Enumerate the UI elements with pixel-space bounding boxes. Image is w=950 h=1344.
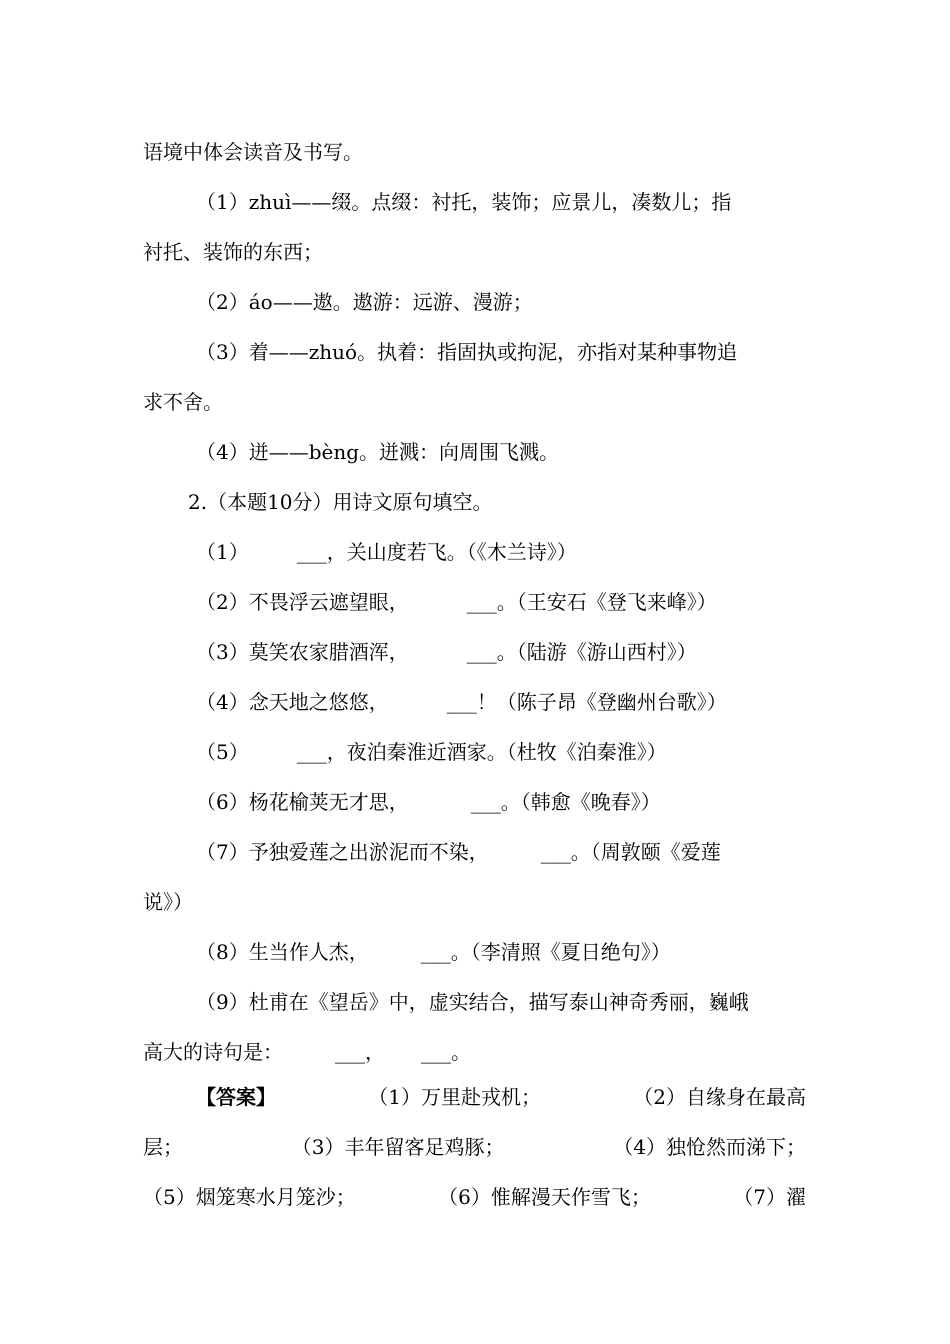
answer-blank: ___ bbox=[296, 540, 327, 564]
q2-item-9: （9）杜甫在《望岳》中，虚实结合，描写泰山神奇秀丽，巍峨 bbox=[196, 990, 749, 1014]
q2-item-7-prefix: （7）予独爱莲之出淤泥而不染， bbox=[196, 840, 489, 864]
answer-4: （4）独怆然而涕下； bbox=[613, 1135, 806, 1159]
answer-blank: ___ bbox=[335, 1040, 365, 1064]
answer-blank: ___ bbox=[540, 840, 571, 864]
q2-item-2-prefix: （2）不畏浮云遮望眼， bbox=[196, 590, 409, 614]
q2-item-5 bbox=[196, 737, 667, 767]
answer-line-3 bbox=[143, 1182, 806, 1212]
q2-item-4 bbox=[196, 687, 727, 717]
q2-item-7-cont: 说》） bbox=[143, 890, 193, 914]
answer-3: （3）丰年留客足鸡豚； bbox=[291, 1135, 505, 1159]
q2-item-8-prefix: （8）生当作人杰， bbox=[196, 940, 369, 964]
q2-item-2-suffix: 。（王安石《登飞来峰》） bbox=[496, 590, 717, 614]
answer-blank: ___ bbox=[420, 940, 451, 964]
q2-item-1-suffix: ，关山度若飞。（《木兰诗》） bbox=[326, 540, 577, 564]
q2-item-1-prefix: （1） bbox=[196, 540, 249, 564]
answer-6: （6）惟解漫天作雪飞； bbox=[438, 1185, 651, 1209]
q2-item-5-prefix: （5） bbox=[196, 740, 249, 764]
answer-blank: ___ bbox=[446, 690, 477, 714]
answer-line-1 bbox=[196, 1082, 806, 1112]
answer-blank: ___ bbox=[421, 1040, 451, 1064]
answer-5: （5）烟笼寒水月笼沙； bbox=[143, 1185, 356, 1209]
q1-item-4: （4）迸——bèng。迸溅：向周围飞溅。 bbox=[196, 440, 560, 464]
answer-7: （7）濯 bbox=[733, 1185, 806, 1209]
q1-item-1: （1）zhuì——缀。点缀：衬托，装饰；应景儿，凑数儿；指 bbox=[196, 190, 732, 214]
q1-item-1-cont: 衬托、装饰的东西； bbox=[143, 240, 323, 264]
q2-item-5-suffix: ，夜泊秦淮近酒家。（杜牧《泊秦淮》） bbox=[326, 740, 667, 764]
q2-item-8-suffix: 。（李清照《夏日绝句》） bbox=[450, 940, 671, 964]
q2-item-9-cont-text: 高大的诗句是： bbox=[143, 1040, 283, 1064]
q2-title: 2.（本题10分）用诗文原句填空。 bbox=[188, 490, 493, 514]
q2-item-9-cont bbox=[143, 1037, 471, 1067]
q2-item-4-prefix: （4）念天地之悠悠， bbox=[196, 690, 389, 714]
q2-item-9-comma: ， bbox=[365, 1040, 385, 1064]
q2-item-8 bbox=[196, 937, 671, 967]
q1-tail-text: 语境中体会读音及书写。 bbox=[143, 140, 363, 164]
answer-line-2 bbox=[143, 1132, 806, 1162]
answer-2: （2）自缘身在最高 bbox=[633, 1085, 806, 1109]
q2-item-2 bbox=[196, 587, 717, 617]
answer-blank: ___ bbox=[466, 590, 497, 614]
q2-item-9-end: 。 bbox=[451, 1040, 471, 1064]
answer-2-cont: 层； bbox=[143, 1135, 183, 1159]
q2-item-3 bbox=[196, 637, 697, 667]
answer-1: （1）万里赴戎机； bbox=[368, 1085, 541, 1109]
q2-item-7-suffix: 。（周敦颐《爱莲 bbox=[570, 840, 721, 864]
answer-blank: ___ bbox=[470, 790, 501, 814]
q2-item-1 bbox=[196, 537, 577, 567]
q2-item-6 bbox=[196, 787, 661, 817]
q1-item-3-cont: 求不舍。 bbox=[143, 390, 223, 414]
q2-item-3-prefix: （3）莫笑农家腊酒浑， bbox=[196, 640, 409, 664]
q1-item-2: （2）áo——遨。遨游：远游、漫游； bbox=[196, 290, 533, 314]
q2-item-6-suffix: 。（韩愈《晚春》） bbox=[500, 790, 661, 814]
q2-item-4-suffix: ！（陈子昂《登幽州台歌》） bbox=[476, 690, 727, 714]
answer-blank: ___ bbox=[296, 740, 327, 764]
q1-item-3: （3）着——zhuó。执着：指固执或拘泥，亦指对某种事物追 bbox=[196, 340, 738, 364]
q2-item-6-prefix: （6）杨花榆荚无才思， bbox=[196, 790, 409, 814]
q2-item-3-suffix: 。（陆游《游山西村》） bbox=[496, 640, 697, 664]
q2-item-7 bbox=[196, 837, 721, 867]
answer-label: 【答案】 bbox=[196, 1085, 276, 1109]
answer-blank: ___ bbox=[466, 640, 497, 664]
